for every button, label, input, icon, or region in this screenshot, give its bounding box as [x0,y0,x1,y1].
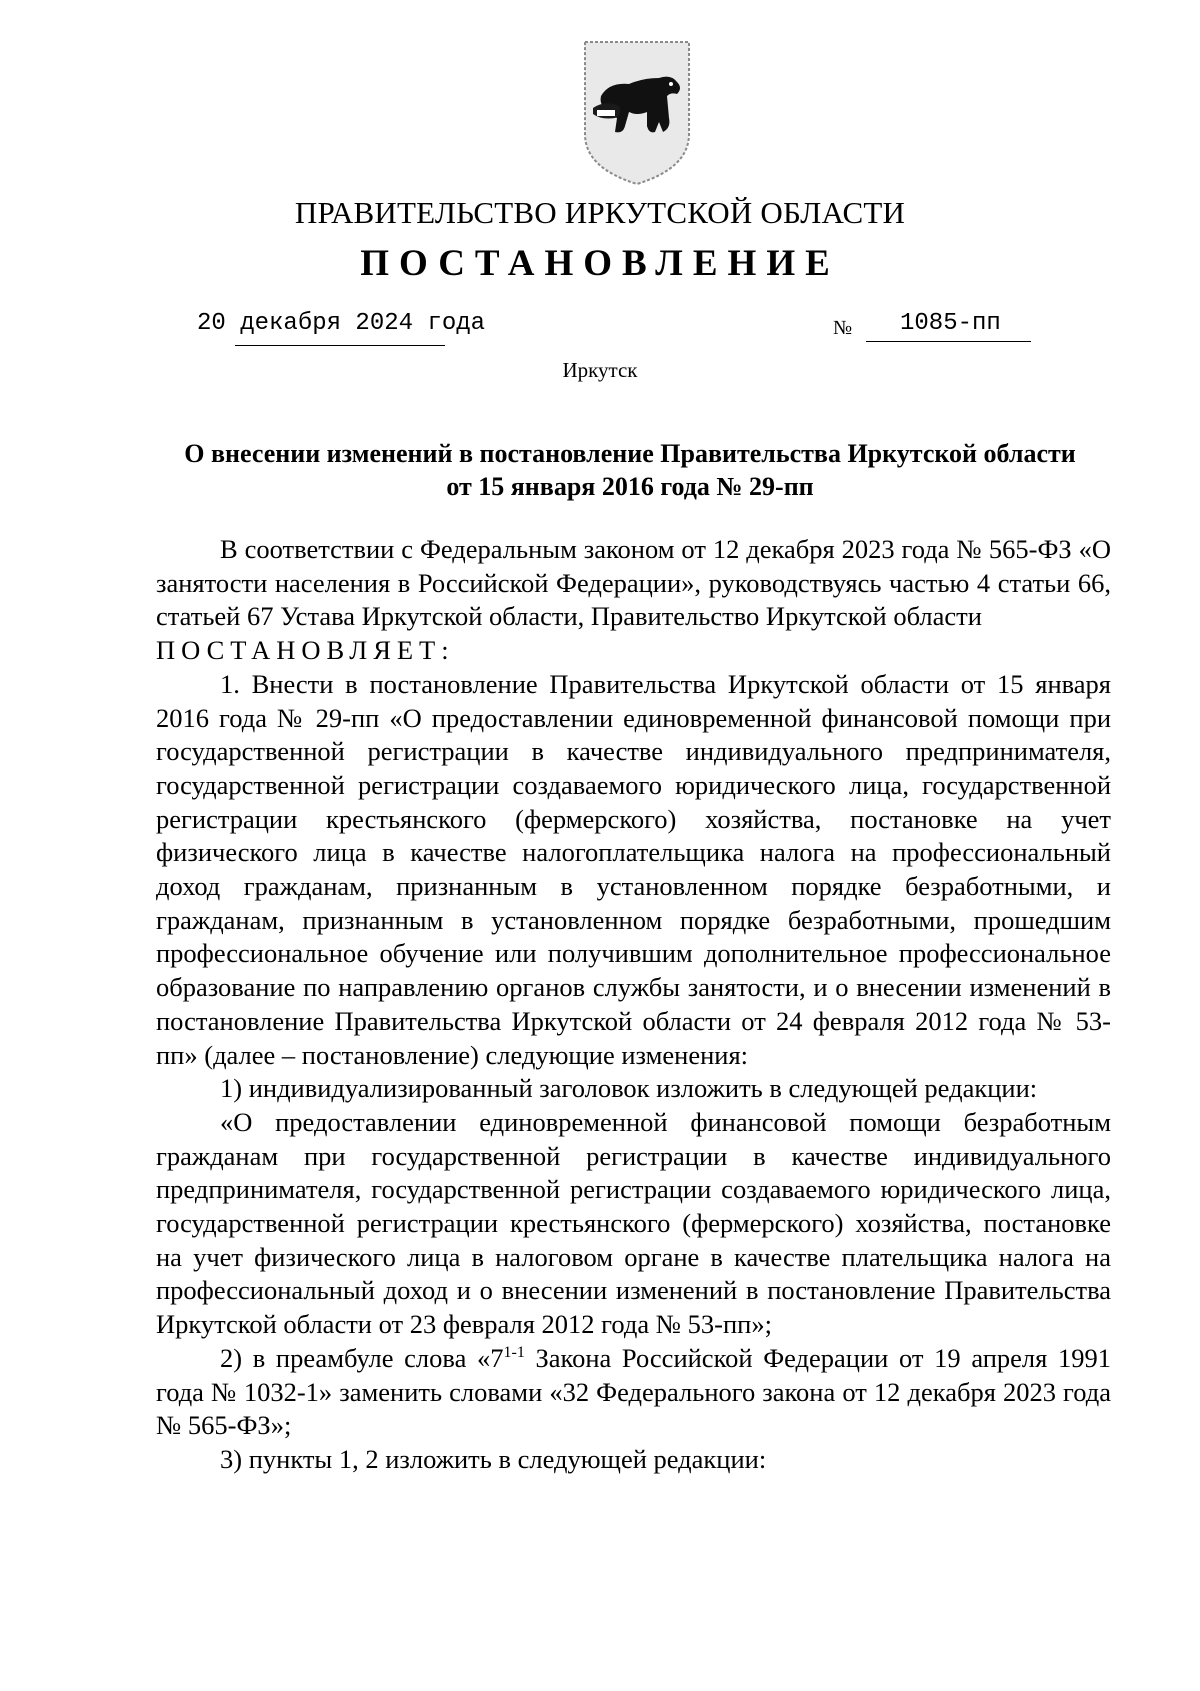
subitem-2-start: 2) в преамбуле слова «7 [220,1342,504,1373]
subitem-2-superscript: 1-1 [503,1344,525,1362]
resolves-heading: ПОСТАНОВЛЯЕТ: [156,635,455,666]
subitem-3-paragraph: 3) пункты 1, 2 изложить в следующей редакции: [220,1443,767,1474]
document-number: 1085-пп [900,310,1001,337]
preamble-paragraph: В соответствии с Федеральным законом от 12 декабря 2023 года № 565-ФЗ «О занятости населения в Российской Федерации», руководствуясь частью 4 статьи 66, статьей 67 Устава Иркутской области, Правительство Иркутской области [156,534,1111,632]
number-sign: № [833,317,853,339]
date-underline [235,345,445,346]
item-1-paragraph: 1. Внести в постановление Правительства Иркутской области от 15 января 2016 года № 29-пп «О предоставлении единовременной финансовой помощи при государственной регистрации в качестве индивидуального предпринимателя, государственной регистрации создаваемого юридического лица, государственной регистрации крестьянского (фермерского) хозяйства, постановке на учет физического лица в качестве налогоплательщика налога на профессиональный доход гражданам, признанным в установленном порядке безработными, и гражданам, признанным в установленном порядке безработными, прошедшим профессиональное обучение или получившим дополнительное профессиональное образование по направлению органов службы занятости, и о внесении изменений в постановление Правительства Иркутской области от 24 февраля 2012 года № 53-пп» (далее – постановление) следующие изменения: [156,668,1111,1070]
subitem-2-end: Закона Российской Федерации от 19 апреля 1991 года № 1032-1» заменить словами «32 Федерального закона от 12 декабря 2023 года № 565-ФЗ»; [156,1342,1112,1441]
subitem-1-quote: «О предоставлении единовременной финансовой помощи безработным гражданам при государственной регистрации в качестве индивидуального предпринимателя, государственной регистрации создаваемого юридического лица, государственной регистрации крестьянского (фермерского) хозяйства, постановке на учет физического лица в налоговом органе в качестве плательщика налога на профессиональный доход и о внесении изменений в постановление Правительства Иркутской области от 23 февраля 2012 года № 53-пп»; [156,1106,1111,1340]
document-date: 20 декабря 2024 года [197,310,486,337]
document-body [156,533,1111,1477]
number-underline [866,341,1031,342]
subitem-2-paragraph [156,1342,1111,1443]
coat-of-arms-icon [579,38,695,188]
document-subject [150,437,1110,503]
subject-line-2: от 15 января 2016 года № 29-пп [446,472,814,501]
subject-line-1: О внесении изменений в постановление Правительства Иркутской области [184,439,1076,468]
document-kind: ПОСТАНОВЛЕНИЕ [360,243,840,284]
subitem-1-paragraph: 1) индивидуализированный заголовок изложить в следующей редакции: [220,1073,1038,1104]
government-title: ПРАВИТЕЛЬСТВО ИРКУТСКОЙ ОБЛАСТИ [294,195,906,230]
document-city: Иркутск [562,358,638,382]
